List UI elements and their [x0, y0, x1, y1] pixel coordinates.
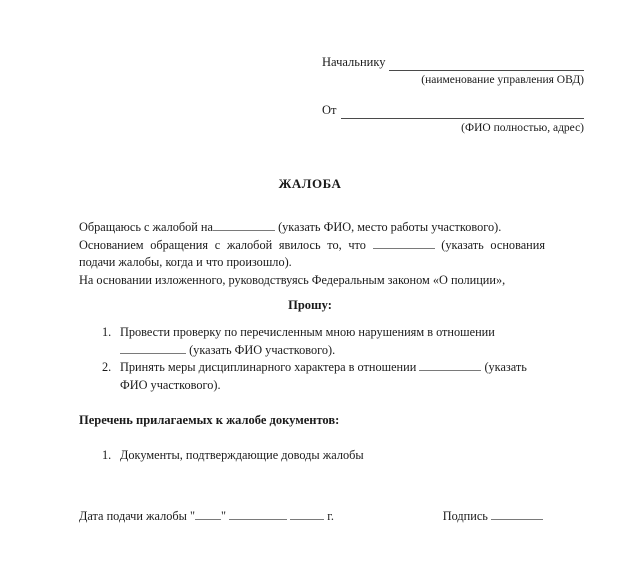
- request-heading: Прошу:: [288, 298, 332, 312]
- list-item: [79, 324, 547, 359]
- paragraph-2-suffix: (указать основания подачи жалобы, когда и что произошло).: [79, 237, 545, 269]
- request-1-blank[interactable]: [120, 342, 186, 354]
- body-paragraph-1: [79, 219, 545, 237]
- list-item-text: Документы, подтверждающие доводы жалобы: [120, 448, 364, 462]
- addressee-label: Начальнику: [322, 55, 386, 69]
- list-item: [79, 359, 547, 394]
- document-body: [79, 219, 545, 289]
- attachments-list: [79, 447, 479, 465]
- addressee-fill-line[interactable]: [389, 57, 584, 71]
- body-paragraph-2: [79, 237, 545, 272]
- request-2-prefix: Принять меры дисциплинарного характера в отношении: [120, 360, 417, 374]
- from-fill-line[interactable]: [341, 105, 585, 119]
- date-year-blank[interactable]: [290, 508, 324, 520]
- list-item-text: [120, 359, 547, 394]
- date-line: [79, 508, 334, 524]
- date-quote-close: ": [220, 509, 227, 523]
- addressee-caption: (наименование управления ОВД): [421, 74, 584, 86]
- request-2-suffix: (указать ФИО участкового).: [120, 360, 527, 392]
- date-prefix-label: Дата подачи жалобы ": [79, 509, 195, 523]
- request-2-blank[interactable]: [419, 359, 481, 371]
- from-caption: (ФИО полностью, адрес): [461, 122, 584, 134]
- request-list: [79, 324, 547, 394]
- body-paragraph-3: На основании изложенного, руководствуясь Федеральным законом «О полиции»,: [79, 272, 506, 287]
- attachments-heading: Перечень прилагаемых к жалобе документов:: [79, 413, 340, 427]
- attachments-ordered-list: [79, 447, 479, 465]
- paragraph-2-prefix: Основанием обращения с жалобой явилось то, что: [79, 237, 366, 252]
- addressee-row: [322, 54, 584, 71]
- list-item-text: [120, 324, 547, 359]
- from-label: От: [322, 103, 337, 117]
- list-item-number: 2.: [102, 360, 112, 374]
- addressee-block: [322, 54, 584, 136]
- from-row: [322, 102, 584, 119]
- date-year-suffix: г.: [327, 509, 334, 523]
- paragraph-1-suffix: (указать ФИО, место работы участкового).: [278, 220, 502, 234]
- document-footer: [79, 508, 547, 524]
- paragraph-1-prefix: Обращаюсь с жалобой на: [79, 220, 213, 234]
- list-item-number: 1.: [102, 448, 112, 462]
- header-spacer: [322, 88, 584, 102]
- request-1-prefix: Провести проверку по перечисленным мною нарушениям в отношении: [120, 325, 495, 339]
- list-item: [79, 447, 479, 465]
- paragraph-2-blank[interactable]: [373, 237, 435, 249]
- requests-ordered-list: [79, 324, 547, 394]
- date-month-blank[interactable]: [229, 508, 287, 520]
- date-day-blank[interactable]: [195, 508, 221, 520]
- signature-label: Подпись: [442, 509, 488, 523]
- signature-line: [443, 508, 547, 524]
- request-1-suffix: (указать ФИО участкового).: [189, 342, 336, 357]
- signature-blank[interactable]: [491, 508, 543, 520]
- paragraph-1-blank[interactable]: [213, 219, 275, 231]
- document-title: ЖАЛОБА: [278, 176, 342, 191]
- list-item-number: 1.: [102, 325, 112, 339]
